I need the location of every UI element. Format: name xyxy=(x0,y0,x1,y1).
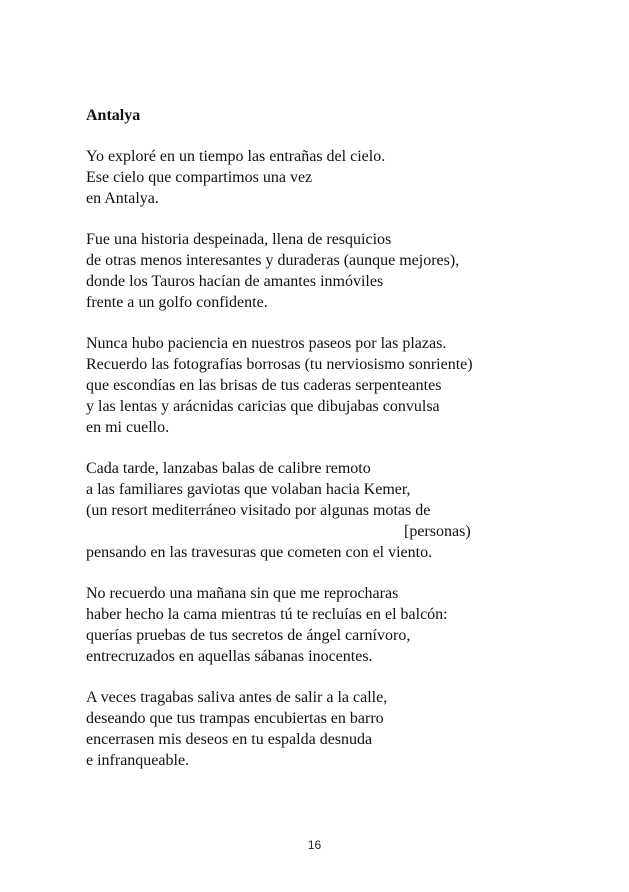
stanza-6 xyxy=(86,687,566,771)
poem-line: encerrasen mis deseos en tu espalda desnuda xyxy=(86,731,373,748)
poem-line: e infranqueable. xyxy=(86,752,190,769)
poem-body xyxy=(86,146,566,791)
poem-line: haber hecho la cama mientras tú te recluías en el balcón: xyxy=(86,606,448,623)
page-number: 16 xyxy=(307,838,322,852)
poem-line: que escondías en las brisas de tus caderas serpenteantes xyxy=(86,377,442,394)
poem-line: Yo exploré en un tiempo las entrañas del cielo. xyxy=(86,148,386,165)
poem-line: Cada tarde, lanzabas balas de calibre remoto xyxy=(86,460,371,477)
poem-line: y las lentas y arácnidas caricias que dibujabas convulsa xyxy=(86,398,440,415)
stanza-4 xyxy=(86,458,566,563)
poem-line: frente a un golfo confidente. xyxy=(86,294,268,311)
poem-line: Ese cielo que compartimos una vez xyxy=(86,169,313,186)
stanza-5 xyxy=(86,583,566,667)
poem-line: donde los Tauros hacían de amantes inmóviles xyxy=(86,273,384,290)
stanza-2 xyxy=(86,229,566,313)
poem-line: A veces tragabas saliva antes de salir a la calle, xyxy=(86,689,388,706)
poem-line: (un resort mediterráneo visitado por algunas motas de xyxy=(86,502,431,519)
poem-line: Nunca hubo paciencia en nuestros paseos por las plazas. xyxy=(86,335,447,352)
stanza-1 xyxy=(86,146,566,209)
poem-line: deseando que tus trampas encubiertas en barro xyxy=(86,710,384,727)
poem-line: pensando en las travesuras que cometen con el viento. xyxy=(86,544,433,561)
poem-line: entrecruzados en aquellas sábanas inocentes. xyxy=(86,648,373,665)
poem-line: de otras menos interesantes y duraderas (aunque mejores), xyxy=(86,252,460,269)
poem-line: Recuerdo las fotografías borrosas (tu nerviosismo sonriente) xyxy=(86,356,473,373)
poem-line: en Antalya. xyxy=(86,190,159,207)
poem-title: Antalya xyxy=(86,107,141,124)
poem-line: No recuerdo una mañana sin que me reprocharas xyxy=(86,585,399,602)
stanza-3 xyxy=(86,333,566,438)
poem-line: a las familiares gaviotas que volaban hacia Kemer, xyxy=(86,481,411,498)
poem-line-continuation: [personas) xyxy=(404,523,471,540)
poem-line: Fue una historia despeinada, llena de resquicios xyxy=(86,231,392,248)
poem-line: querías pruebas de tus secretos de ángel carnívoro, xyxy=(86,627,411,644)
poem-line: en mi cuello. xyxy=(86,419,170,436)
